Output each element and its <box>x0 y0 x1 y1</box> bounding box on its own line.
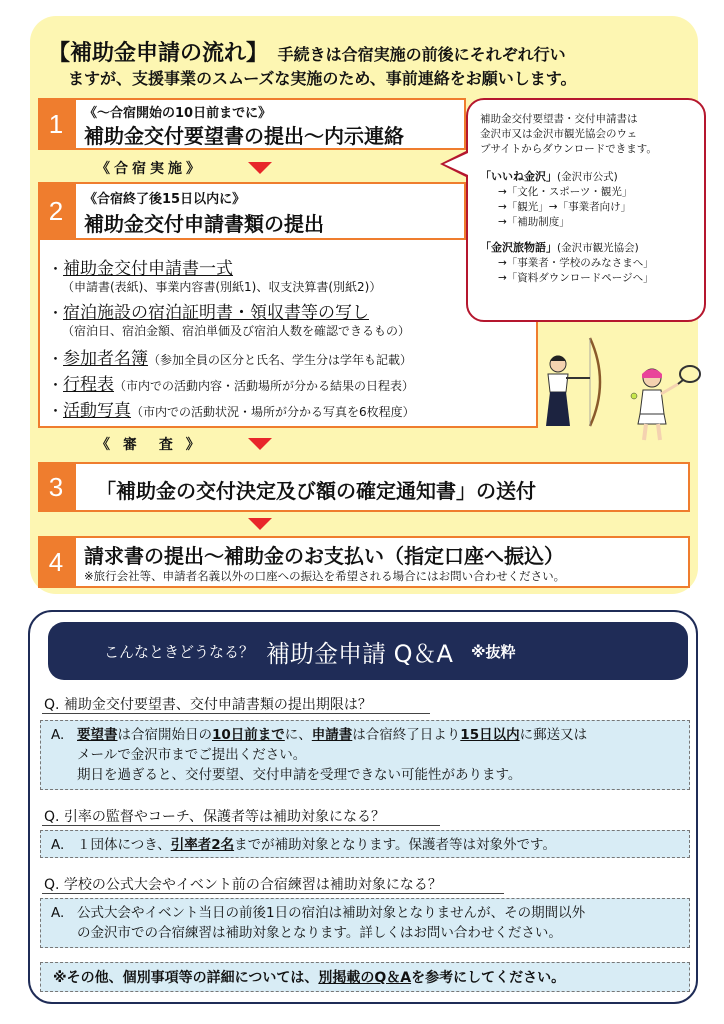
step-number-3: 3 <box>38 462 74 512</box>
answer-mark: A. <box>51 727 65 743</box>
bullet: ・ <box>48 350 64 368</box>
note-part: を参考にしてください。 <box>411 970 566 986</box>
answer-1-line-2: メールで金沢市までご提出ください。 <box>77 747 307 763</box>
step-4-title: 請求書の提出～補助金のお支払い（指定口座へ振込） <box>84 544 564 568</box>
answer-3-line-2: の金沢市での合宿練習は補助対象となります。詳しくはお問い合わせください。 <box>77 925 562 941</box>
step-number-1: 1 <box>38 98 74 150</box>
question-underline <box>42 825 440 826</box>
separate-qa-link: 別掲載のQ＆A <box>318 970 412 986</box>
bullet: ・ <box>48 376 64 394</box>
answer-1-part: 15日以内 <box>460 727 520 743</box>
answer-mark: A. <box>51 905 65 921</box>
doc-item-4-title: 行程表 <box>63 375 115 395</box>
answer-1 <box>40 720 690 790</box>
down-arrow-icon <box>248 162 272 174</box>
answer-1-line-3: 期日を過ぎると、交付要望、交付申請を受理できない可能性があります。 <box>77 767 522 783</box>
question-1: Q. 補助金交付要望書、交付申請書類の提出期限は？ <box>44 697 372 713</box>
site2-path-2: →「資料ダウンロードページへ」 <box>498 272 654 284</box>
site1-path-2: →「観光」→「事業者向け」 <box>498 201 632 213</box>
site2-name: 「金沢旅物語」 <box>480 241 557 254</box>
qa-header-lead: こんなときどうなる？ <box>104 642 255 661</box>
doc-item-3-title: 参加者名簿 <box>63 349 149 369</box>
step-3-title: 「補助金の交付決定及び額の確定通知書」の送付 <box>96 479 536 503</box>
answer-1-part: に、 <box>284 727 312 743</box>
step-1-box <box>74 98 466 150</box>
site1-path-1: →「文化・スポーツ・観光」 <box>498 186 633 198</box>
site1-owner: (金沢市公式) <box>557 171 618 183</box>
answer-1-part: は合宿終了日より <box>352 727 461 743</box>
answer-2 <box>40 830 690 858</box>
answer-2-part: １団体につき、 <box>77 837 171 853</box>
answer-1-part: 申請書 <box>311 727 353 743</box>
flow-header <box>48 36 698 88</box>
doc-item-5 <box>48 396 415 421</box>
doc-item-1-title: 補助金交付申請書一式 <box>63 259 234 279</box>
doc-item-4-detail: （市内での活動内容・活動場所が分かる結果の日程表） <box>114 379 415 393</box>
step-4-box <box>74 536 690 588</box>
qa-header-title: 補助金申請 Q＆A <box>266 639 453 668</box>
doc-item-5-title: 活動写真 <box>63 401 132 421</box>
doc-item-4 <box>48 370 414 395</box>
doc-item-2 <box>48 298 369 323</box>
site2-owner: (金沢市観光協会) <box>557 242 639 254</box>
step-2-deadline: 《合宿終了後15日以内に》 <box>84 192 246 207</box>
answer-1-part: に郵送又は <box>519 727 588 743</box>
required-documents-list <box>38 240 538 428</box>
step-1-title: 補助金交付要望書の提出～内示連絡 <box>84 124 404 148</box>
question-underline <box>42 713 430 714</box>
doc-item-3-detail: （参加全員の区分と氏名、学生分は学年も記載） <box>148 353 413 367</box>
doc-item-1-sub: （申請書(表紙)、事業内容書(別紙1)、収支決算書(別紙2)） <box>62 280 382 294</box>
bubble-intro-2: 金沢市又は金沢市観光協会のウェ <box>480 128 638 140</box>
review-label: 《 審 査 》 <box>96 437 204 453</box>
answer-3 <box>40 898 690 948</box>
bullet: ・ <box>48 402 64 420</box>
bullet: ・ <box>48 304 64 322</box>
site2-path-1: →「事業者・学校のみなさまへ」 <box>498 257 654 269</box>
doc-item-1 <box>48 254 233 279</box>
qa-header <box>48 622 688 680</box>
question-underline <box>42 893 504 894</box>
note-part: ※その他、個別事項等の詳細については、 <box>53 970 319 986</box>
doc-item-2-title: 宿泊施設の宿泊証明書・領収書等の写し <box>63 303 370 323</box>
step-1-deadline: 《～合宿開始の10日前までに》 <box>84 106 272 121</box>
qa-header-note: ※抜粋 <box>470 642 516 661</box>
down-arrow-icon <box>248 518 272 530</box>
answer-2-part: までが補助対象となります。保護者等は対象外です。 <box>234 837 556 853</box>
tennis-player-illustration-icon <box>626 362 704 442</box>
question-3: Q. 学校の公式大会やイベント前の合宿練習は補助対象になる？ <box>44 877 442 893</box>
archer-illustration-icon <box>536 334 606 430</box>
doc-item-3 <box>48 344 412 369</box>
step-number-2: 2 <box>38 182 74 240</box>
site1-name: 「いいね金沢」 <box>480 170 557 183</box>
answer-1-part: は合宿開始日の <box>117 727 212 743</box>
answer-3-line-1: 公式大会やイベント当日の前後1日の宿泊は補助対象となりませんが、その期間以外 <box>77 905 586 921</box>
bubble-tail-inner <box>444 153 468 175</box>
step-2-title: 補助金交付申請書類の提出 <box>84 212 324 236</box>
implementation-label: 《合宿実施》 <box>96 161 204 177</box>
step-2-box <box>74 182 466 240</box>
answer-mark: A. <box>51 837 65 853</box>
step-3-box <box>74 462 690 512</box>
answer-2-part: 引率者2名 <box>170 837 235 853</box>
site1-path-3: →「補助制度」 <box>498 216 570 228</box>
answer-1-part: 10日前まで <box>212 727 285 743</box>
bubble-intro-3: ブサイトからダウンロードできます。 <box>480 143 657 155</box>
bubble-intro-1: 補助金交付要望書・交付申請書は <box>480 113 638 125</box>
doc-item-2-sub: （宿泊日、宿泊金額、宿泊単価及び宿泊人数を確認できるもの） <box>62 324 411 338</box>
down-arrow-icon <box>248 438 272 450</box>
qa-footer-note <box>40 962 690 992</box>
flow-intro-line1: 手続きは合宿実施の前後にそれぞれ行い <box>277 45 566 64</box>
flow-title: 【補助金申請の流れ】 <box>48 41 269 66</box>
step-number-4: 4 <box>38 536 74 588</box>
download-info-bubble <box>466 98 706 322</box>
answer-1-part: 要望書 <box>77 727 118 743</box>
step-4-note: ※旅行会社等、申請者名義以外の口座への振込を希望される場合にはお問い合わせください。 <box>84 569 566 583</box>
bullet: ・ <box>48 260 64 278</box>
question-2: Q. 引率の監督やコーチ、保護者等は補助対象になる？ <box>44 809 385 825</box>
doc-item-5-detail: （市内での活動状況・場所が分かる写真を6枚程度） <box>131 405 415 419</box>
flow-intro-line2: ますが、支援事業のスムーズな実施のため、事前連絡をお願いします。 <box>68 69 577 88</box>
